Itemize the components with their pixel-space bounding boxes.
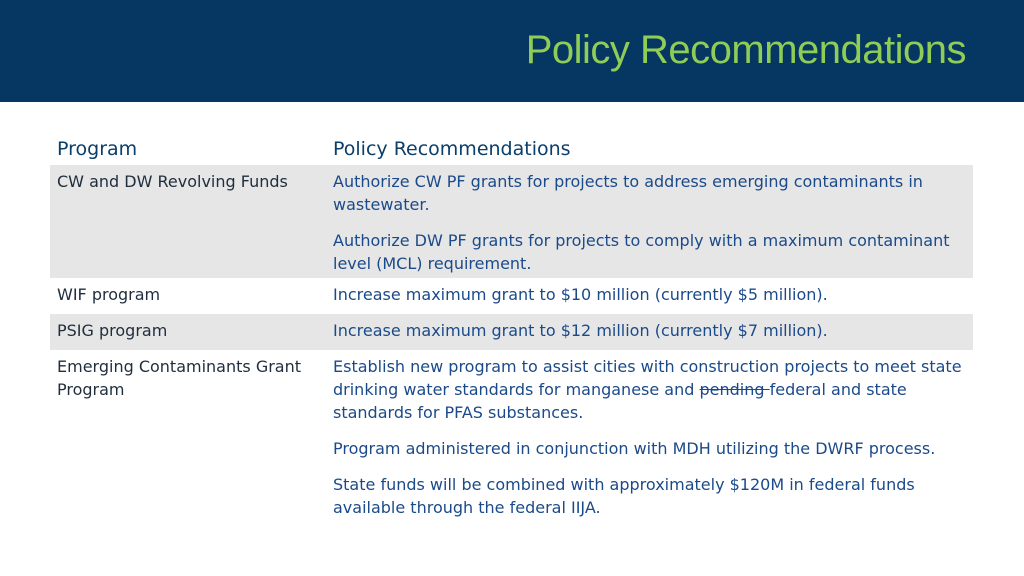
column-header-recommendations: Policy Recommendations [333, 138, 571, 160]
recommendation-text: Authorize DW PF grants for projects to comply with a maximum contaminant level (MCL) requirement. [333, 231, 950, 273]
recommendation-text: Increase maximum grant to $10 million (currently $5 million). [333, 285, 828, 304]
policy-table [50, 134, 973, 526]
recommendation-text-part: Establish new program to assist cities with construction projects to meet state drinking water standards for manganese and [333, 357, 962, 399]
recommendation-text [333, 355, 967, 424]
title-banner [0, 0, 1024, 102]
table-row [50, 165, 973, 278]
recommendation-text: Authorize CW PF grants for projects to address emerging contaminants in wastewater. [333, 172, 923, 214]
program-name: WIF program [57, 285, 161, 304]
program-name: CW and DW Revolving Funds [57, 172, 288, 191]
table-row [50, 278, 973, 314]
recommendations-cell [333, 278, 973, 306]
recommendation-text: Increase maximum grant to $12 million (currently $7 million). [333, 321, 828, 340]
table-row [50, 350, 973, 526]
table-header-row [50, 134, 973, 165]
recommendation-text: State funds will be combined with approximately $120M in federal funds available through the federal IIJA. [333, 475, 915, 517]
program-name: PSIG program [57, 321, 168, 340]
column-header-program: Program [57, 138, 138, 160]
table-row [50, 314, 973, 350]
struck-text: pending [699, 380, 770, 399]
recommendations-cell [333, 314, 973, 342]
recommendation-text-part: federal and state standards for PFAS substances. [333, 380, 907, 422]
recommendations-cell [333, 165, 973, 275]
slide-title: Policy Recommendations [525, 28, 966, 72]
recommendations-cell [333, 350, 973, 519]
program-name: Emerging Contaminants Grant Program [57, 357, 302, 399]
recommendation-text: Program administered in conjunction with MDH utilizing the DWRF process. [333, 439, 936, 458]
